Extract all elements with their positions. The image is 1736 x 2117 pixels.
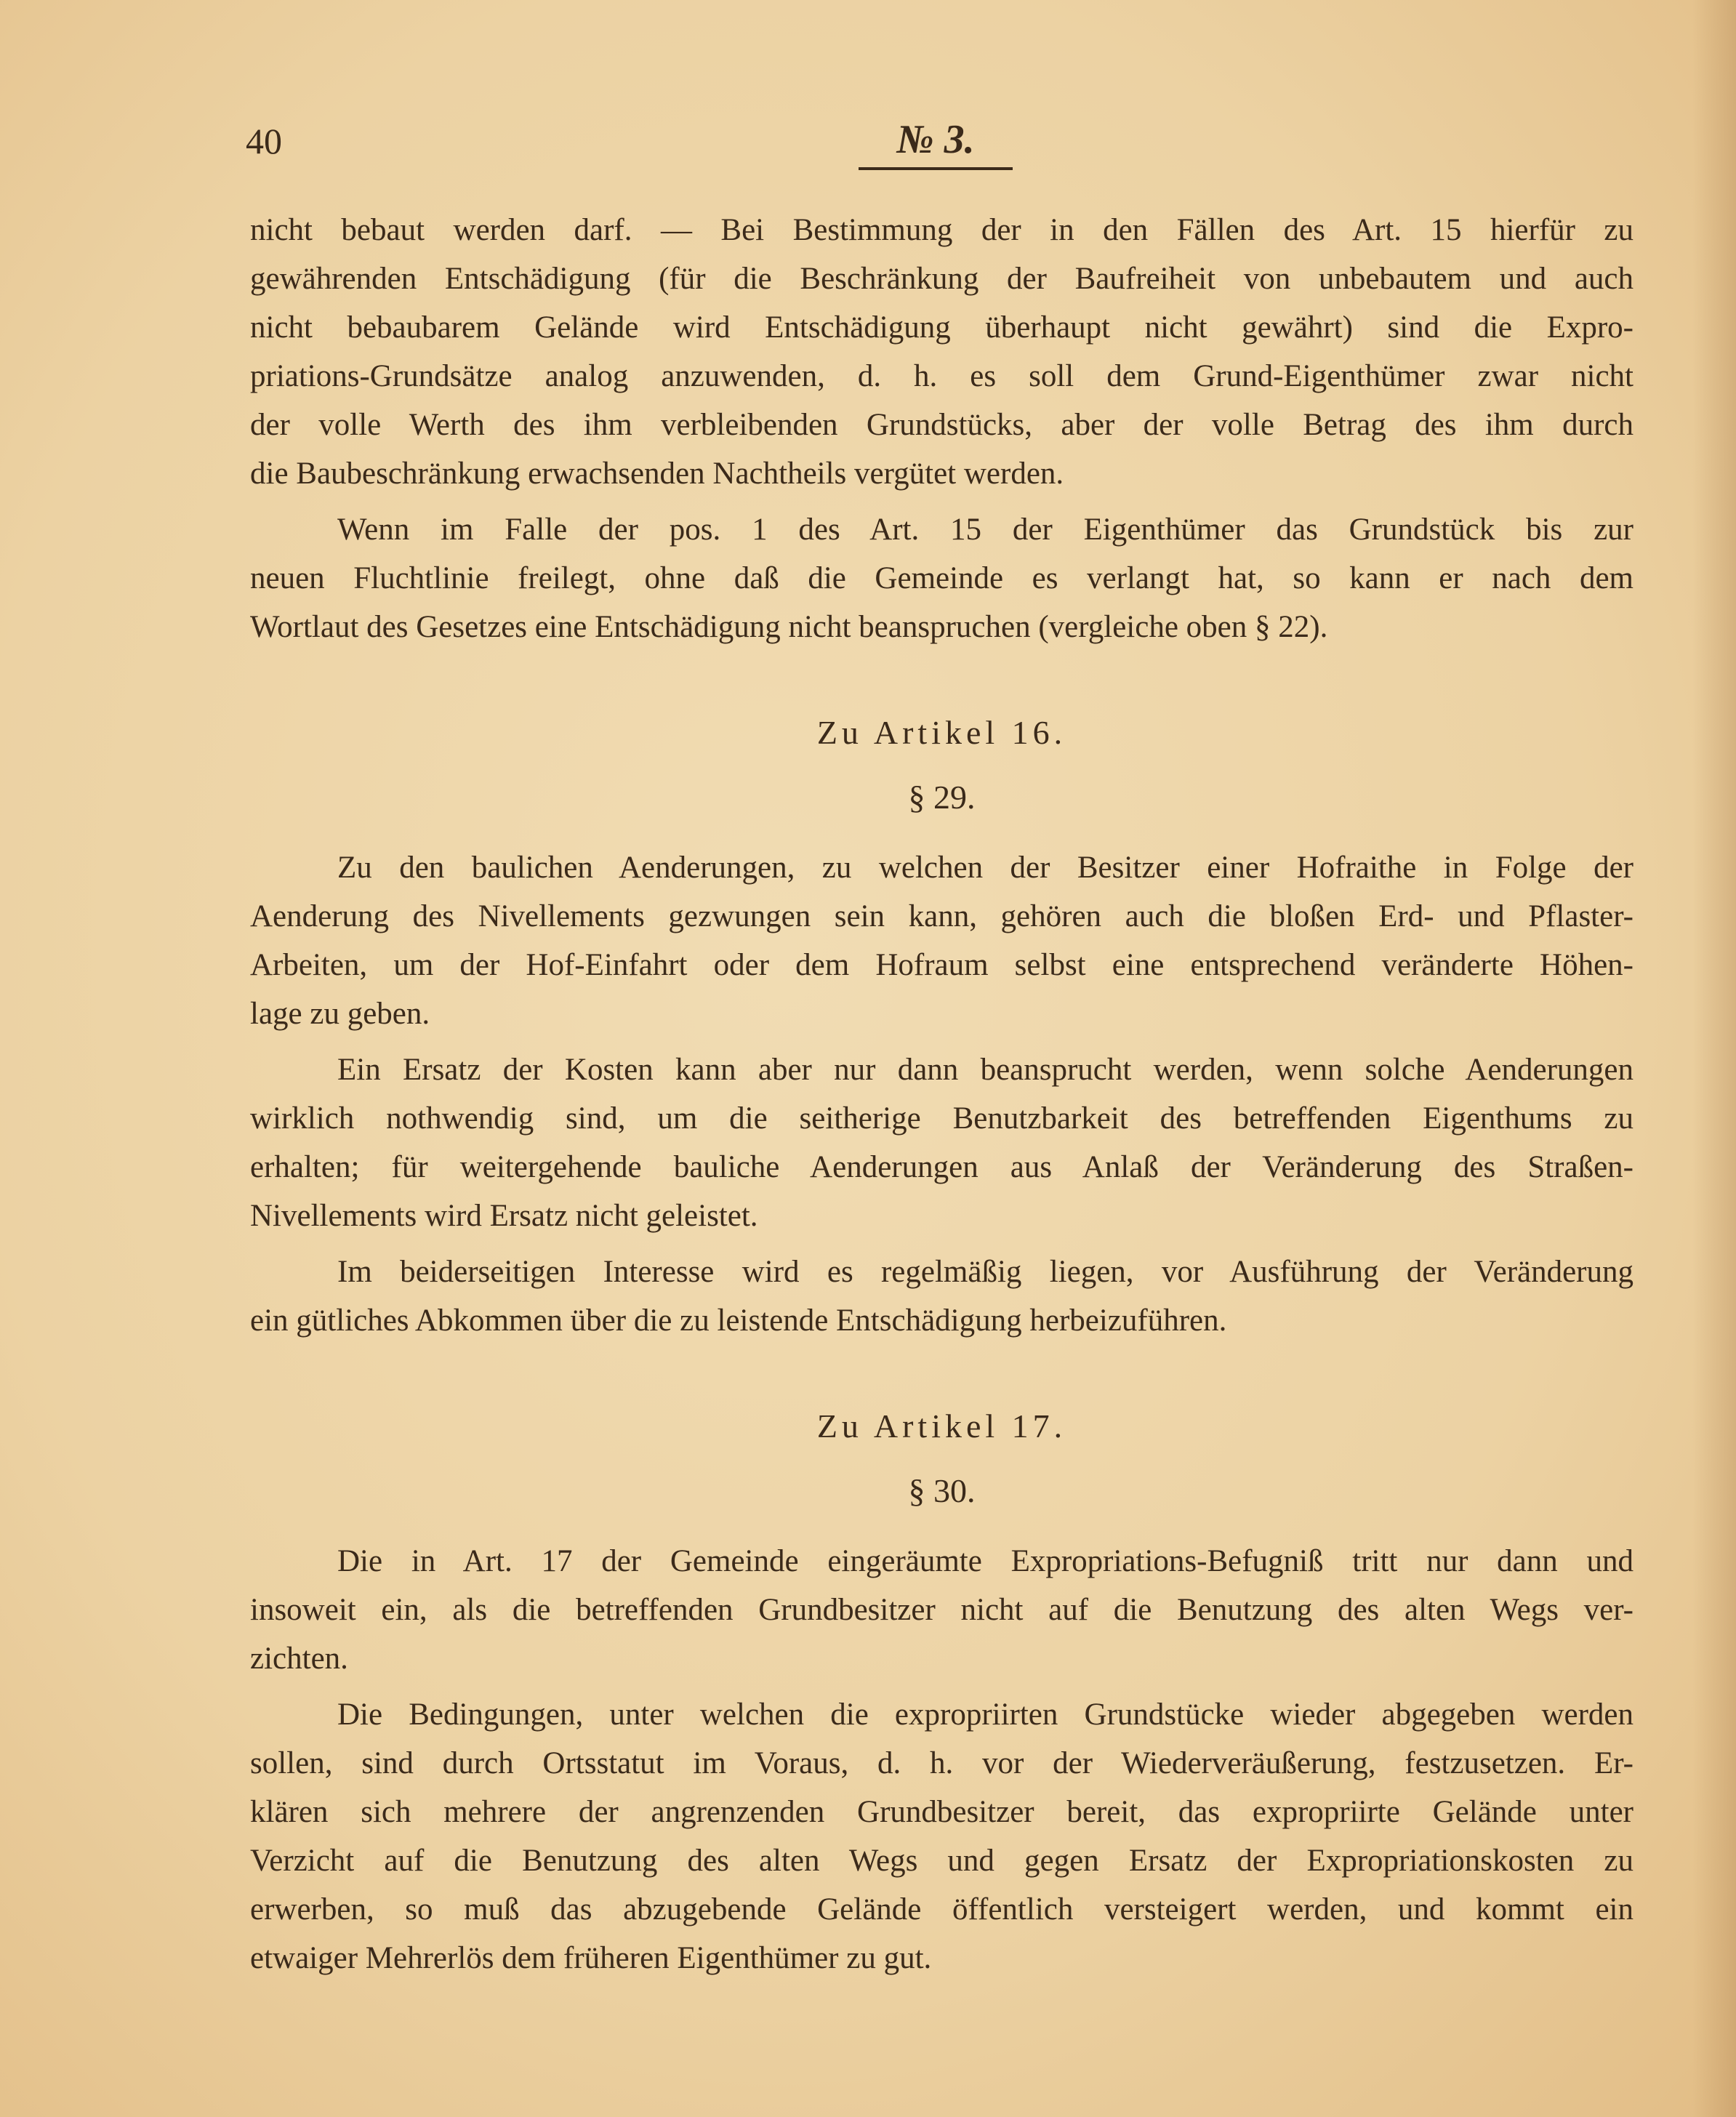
text-line: nicht bebaubarem Gelände wird Entschädigung überhaupt nicht gewährt) sind die Expro-: [250, 310, 1633, 345]
text-line: Aenderung des Nivellements gezwungen sein kann, gehören auch die bloßen Erd- und Pflaster-: [250, 899, 1633, 933]
header-rule: [859, 167, 1013, 170]
text-line: klären sich mehrere der angrenzenden Grundbesitzer bereit, das expropriirte Gelände unter: [250, 1795, 1633, 1829]
paragraph: [250, 843, 1633, 1038]
text-line: Wortlaut des Gesetzes eine Entschädigung nicht beanspruchen (vergleiche oben § 22).: [250, 610, 1328, 644]
text-line: Im beiderseitigen Interesse wird es regelmäßig liegen, vor Ausführung der Veränderung: [337, 1255, 1633, 1289]
text-line: Verzicht auf die Benutzung des alten Wegs und gegen Ersatz der Expropriationskosten zu: [250, 1844, 1633, 1878]
text-line: lage zu geben.: [250, 997, 430, 1031]
article-heading: Zu Artikel 17.: [816, 1407, 1067, 1445]
text-line: Wenn im Falle der pos. 1 des Art. 15 der Eigenthümer das Grundstück bis zur: [337, 513, 1633, 547]
text-line: neuen Fluchtlinie freilegt, ohne daß die Gemeinde es verlangt hat, so kann er nach dem: [250, 561, 1633, 595]
text-line: erhalten; für weitergehende bauliche Aenderungen aus Anlaß der Veränderung des Straßen-: [250, 1150, 1633, 1184]
text-line: Zu den baulichen Aenderungen, zu welchen der Besitzer einer Hofraithe in Folge der: [337, 851, 1633, 885]
issue-number: № 3.: [896, 117, 975, 162]
section-heading: § 30.: [908, 1472, 976, 1509]
paragraph: [250, 505, 1633, 651]
text-line: gewährenden Entschädigung (für die Beschränkung der Baufreiheit von unbebautem und auch: [250, 262, 1633, 296]
paragraph: [250, 1690, 1633, 1983]
document-body: [250, 206, 1633, 1990]
paragraph: [250, 1045, 1633, 1240]
text-line: etwaiger Mehrerlös dem früheren Eigenthümer zu gut.: [250, 1941, 932, 1975]
text-line: die Baubeschränkung erwachsenden Nachtheils vergütet werden.: [250, 457, 1064, 491]
paragraph: [250, 1537, 1633, 1683]
text-line: Ein Ersatz der Kosten kann aber nur dann beansprucht werden, wenn solche Aenderungen: [337, 1053, 1633, 1087]
text-line: priations-Grundsätze analog anzuwenden, d. h. es soll dem Grund-Eigenthümer zwar nicht: [250, 359, 1633, 393]
article-heading: Zu Artikel 16.: [816, 714, 1067, 751]
text-line: der volle Werth des ihm verbleibenden Grundstücks, aber der volle Betrag des ihm durch: [250, 408, 1633, 442]
text-line: sollen, sind durch Ortsstatut im Voraus, d. h. vor der Wiederveräußerung, festzusetzen. Er-: [250, 1746, 1633, 1780]
page-edge-shadow: [1692, 0, 1736, 2117]
page-number: 40: [246, 121, 282, 161]
text-line: nicht bebaut werden darf. — Bei Bestimmung der in den Fällen des Art. 15 hierfür zu: [250, 213, 1633, 247]
text-line: ein gütliches Abkommen über die zu leistende Entschädigung herbeizuführen.: [250, 1303, 1227, 1338]
text-line: Nivellements wird Ersatz nicht geleistet.: [250, 1199, 758, 1233]
paragraph: [250, 1248, 1633, 1345]
text-line: wirklich nothwendig sind, um die seitherige Benutzbarkeit des betreffenden Eigenthums zu: [250, 1101, 1633, 1136]
section-heading: § 29.: [908, 779, 976, 816]
text-line: insoweit ein, als die betreffenden Grundbesitzer nicht auf die Benutzung des alten Wegs ver-: [250, 1593, 1633, 1627]
text-line: Die Bedingungen, unter welchen die expropriirten Grundstücke wieder abgegeben werden: [337, 1698, 1633, 1732]
paragraph: [250, 206, 1633, 498]
text-line: zichten.: [250, 1642, 348, 1676]
text-line: Die in Art. 17 der Gemeinde eingeräumte Expropriations-Befugniß tritt nur dann und: [337, 1544, 1633, 1578]
text-line: Arbeiten, um der Hof-Einfahrt oder dem Hofraum selbst eine entsprechend veränderte Höhen-: [250, 948, 1633, 982]
text-line: erwerben, so muß das abzugebende Gelände öffentlich versteigert werden, und kommt ein: [250, 1892, 1633, 1927]
